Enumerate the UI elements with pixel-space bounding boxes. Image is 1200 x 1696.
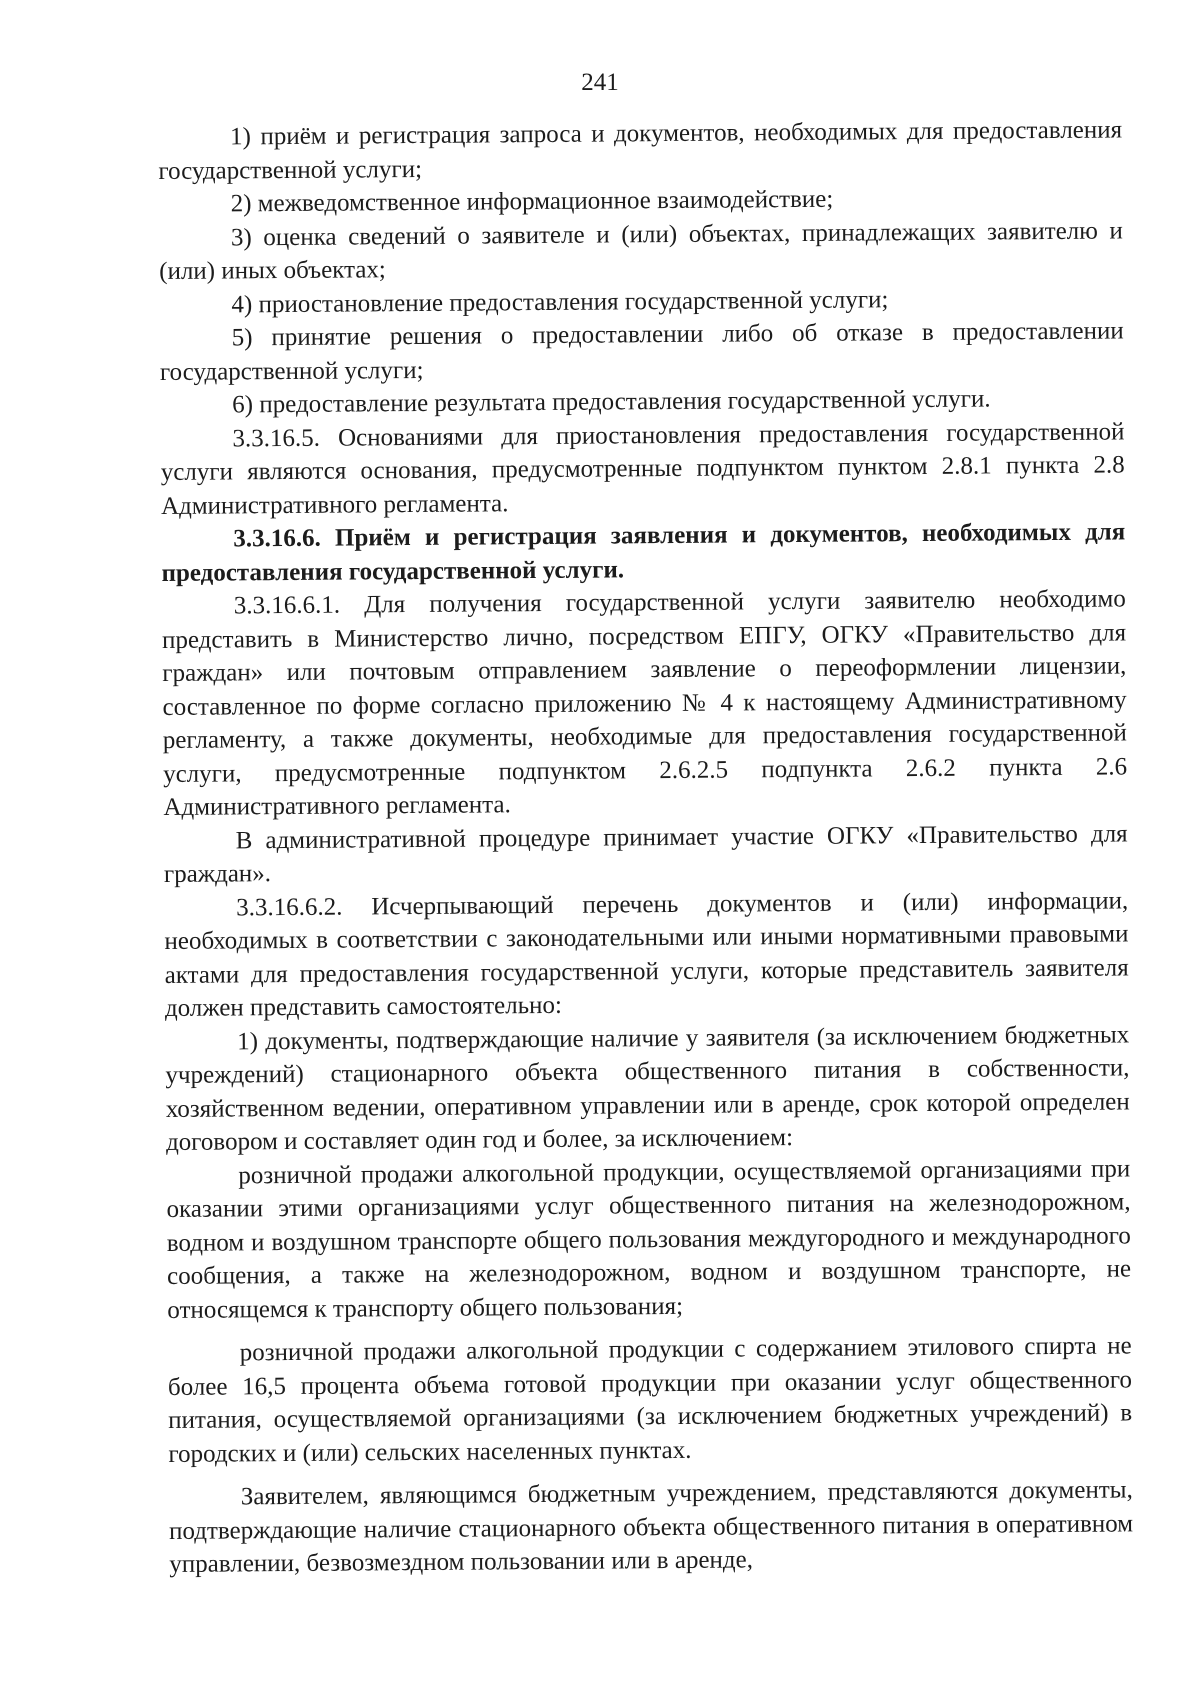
list-item-2: 2) межведомственное информационное взаимодействие; — [230, 185, 834, 218]
section-heading-3-3-16-6: 3.3.16.6. Приём и регистрация заявления и документов, необходимых для предоставления государственной услуги. — [161, 518, 1126, 587]
page-number: 241 — [581, 69, 619, 96]
clause-3-3-16-6-1: 3.3.16.6.1. Для получения государственной услуги заявителю необходимо представить в Министерство лично, посредством ЕПГУ, ОГКУ «Правительство для граждан» или почтовым отправлением заявление о переоформлении лицензии, составленное по форме согласно приложению № 4 к настоящему Административному регламенту, а также документы, необходимые для предоставления государственной услуги, предусмотренные подпунктом 2.6.2.5 подпункта 2.6.2 пункта 2.6 Административного регламента. — [161, 585, 1128, 821]
clause-3-3-16-5: 3.3.16.5. Основаниями для приостановления предоставления государственной услуги являются основания, предусмотренные подпунктом пунктом 2.8.1 пункта 2.8 Административного регламента. — [160, 417, 1125, 520]
list-item-5: 5) принятие решения о предоставлении либо об отказе в предоставлении государственной услуги; — [159, 317, 1124, 386]
list-item-3: 3) оценка сведений о заявителе и (или) объектах, принадлежащих заявителю и (или) иных объектах; — [159, 216, 1123, 285]
budget-institution-clause: Заявителем, являющимся бюджетным учреждением, представляются документы, подтверждающие наличие стационарного объекта общественного питания в оперативном управлении, безвозмездном пользовании или в аренде, — [168, 1476, 1134, 1578]
document-body — [158, 113, 1133, 1581]
exception-low-alcohol: розничной продажи алкогольной продукции с содержанием этилового спирта не более 16,5 процента объема готовой продукции при оказании услуг общественного питания, осуществляемой организациями (за исключением бюджетных учреждений) в городских и (или) сельских населенных пунктах. — [167, 1332, 1133, 1468]
list-item-4: 4) приостановление предоставления государственной услуги; — [231, 285, 889, 318]
clause-3-3-16-6-2: 3.3.16.6.2. Исчерпывающий перечень документов и (или) информации, необходимых в соответствии с законодательными или иными нормативными правовыми актами для предоставления государственной услуги, которые представитель заявителя должен представить самостоятельно: — [164, 886, 1129, 1022]
exception-transport: розничной продажи алкогольной продукции, осуществляемой организациями при оказании этими организациями услуг общественного питания на железнодорожном, водном и воздушном транспорте общего пользования междугородного и международного сообщения, а также на железнодорожном, водном и воздушном транспорте, не относящемся к транспорту общего пользования; — [166, 1154, 1132, 1324]
list-item-1: 1) приём и регистрация запроса и документов, необходимых для предоставления государственной услуги; — [158, 116, 1123, 185]
list-item-6: 6) предоставление результата предоставления государственной услуги. — [232, 385, 991, 419]
participation-note: В административной процедуре принимает участие ОГКУ «Правительство для граждан». — [163, 819, 1128, 888]
document-requirement-1: 1) документы, подтверждающие наличие у заявителя (за исключением бюджетных учреждений) стационарного объекта общественного питания в собственности, хозяйственном ведении, оперативном управлении или в аренде, срок которой определен договором и составляет один год и более, за исключением: — [165, 1020, 1130, 1156]
